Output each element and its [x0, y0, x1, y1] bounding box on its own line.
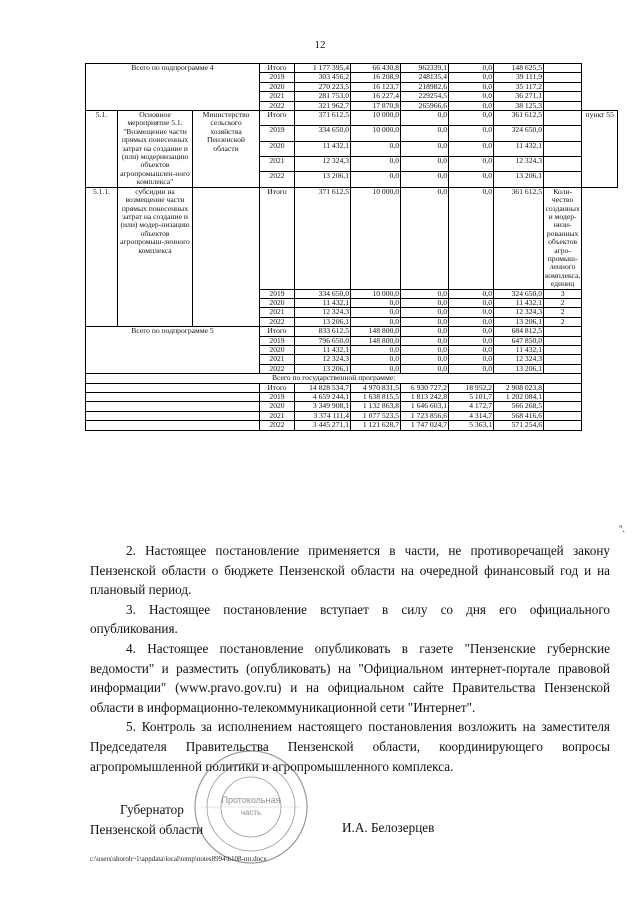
- period-cell: 2021: [260, 308, 295, 317]
- period-cell: Итого: [260, 111, 295, 126]
- value-cell: 1 723 856,6: [401, 411, 449, 420]
- value-cell: 0,0: [449, 298, 494, 307]
- value-cell: 1 177 395,4: [295, 64, 351, 73]
- budget-table: [85, 63, 618, 431]
- indicator-cell: [544, 336, 582, 345]
- subprogram-total-label: Всего по подпрограмме 4: [86, 64, 260, 111]
- indicator-cell: 2: [544, 317, 582, 326]
- table-row: [86, 187, 618, 289]
- period-cell: Итого: [260, 383, 295, 392]
- period-cell: Итого: [260, 327, 295, 336]
- subprogram-total-label: Всего по подпрограмме 5: [86, 327, 260, 374]
- value-cell: 833 612,5: [295, 327, 351, 336]
- value-cell: 10 000,0: [351, 111, 401, 126]
- value-cell: 0,0: [449, 346, 494, 355]
- empty-cell: [86, 402, 260, 411]
- value-cell: 0,0: [449, 336, 494, 345]
- table-row: [86, 421, 618, 430]
- indicator-cell: [544, 393, 582, 402]
- value-cell: 0,0: [351, 346, 401, 355]
- value-cell: 248135,4: [401, 73, 449, 82]
- body-text: [90, 541, 610, 776]
- value-cell: 4 172,7: [449, 402, 494, 411]
- table-row: [86, 374, 618, 383]
- value-cell: 0,0: [401, 317, 449, 326]
- value-cell: 148 800,0: [351, 327, 401, 336]
- indicator-cell: [544, 73, 582, 82]
- signature-block: [90, 800, 435, 839]
- value-cell: 17 870,8: [351, 101, 401, 110]
- signer-title-1: Губернатор: [120, 802, 184, 817]
- value-cell: 6 930 727,2: [401, 383, 449, 392]
- value-cell: 13 206,1: [494, 364, 544, 373]
- value-cell: 0,0: [401, 111, 449, 126]
- value-cell: 0,0: [401, 308, 449, 317]
- value-cell: 39 111,9: [494, 73, 544, 82]
- value-cell: 218982,6: [401, 82, 449, 91]
- indicator-cell: [544, 402, 582, 411]
- table-row: [86, 411, 618, 420]
- value-cell: 16 123,7: [351, 82, 401, 91]
- period-cell: 2022: [260, 172, 295, 187]
- value-cell: 0,0: [401, 126, 449, 141]
- indicator-cell: Коли-чество созданных и модер-низи-рованных объектов агро-промыш-ленного комплекса, единиц: [545, 187, 581, 289]
- period-cell: 2019: [260, 336, 295, 345]
- value-cell: 35 117,2: [494, 82, 544, 91]
- value-cell: 1 077 523,5: [351, 411, 401, 420]
- closing-quote: ".: [619, 524, 625, 534]
- value-cell: 3 445 271,1: [295, 421, 351, 430]
- value-cell: 684 812,5: [494, 327, 544, 336]
- value-cell: 0,0: [449, 157, 494, 172]
- value-cell: 371 612,5: [295, 187, 351, 289]
- value-cell: 0,0: [449, 317, 494, 326]
- value-cell: 0,0: [401, 327, 449, 336]
- value-cell: 334 650,0: [295, 126, 351, 141]
- value-cell: 321 962,7: [295, 101, 351, 110]
- empty-cell: [582, 421, 618, 430]
- value-cell: 12 324,3: [295, 308, 351, 317]
- table-row: [86, 64, 618, 73]
- indicator-cell: 3: [544, 289, 582, 298]
- stamp-text-2: часть: [240, 808, 262, 817]
- empty-cell: [582, 383, 618, 392]
- measure-name: Основное мероприятие 5.1. "Возмещение части прямых понесенных затрат на создание и (или) модернизацию объектов агропромышлен-ного комплекса": [118, 111, 193, 188]
- indicator-cell: [544, 383, 582, 392]
- empty-cell: [86, 411, 260, 420]
- value-cell: 324 650,0: [494, 289, 544, 298]
- value-cell: 13 206,1: [295, 172, 351, 187]
- indicator-cell: [544, 421, 582, 430]
- value-cell: 4 659 244,1: [295, 393, 351, 402]
- paragraph-5: 5. Контроль за исполнением настоящего постановления возложить на заместителя Председателя Правительства Пензенской области, координирующего вопросы агропромышленной политики и агропромышленного комплекса.: [90, 719, 610, 774]
- value-cell: 0,0: [449, 92, 494, 101]
- value-cell: 16 227,4: [351, 92, 401, 101]
- indicator-cell: [544, 327, 582, 336]
- period-cell: 2022: [260, 101, 295, 110]
- value-cell: 11 432,1: [295, 346, 351, 355]
- paragraph-3: 3. Настоящее постановление вступает в силу со дня его официального опубликования.: [90, 601, 610, 637]
- period-cell: 2022: [260, 317, 295, 326]
- value-cell: 1 132 863,8: [351, 402, 401, 411]
- period-cell: 2020: [260, 141, 295, 156]
- value-cell: 796 650,0: [295, 336, 351, 345]
- value-cell: 11 432,1: [494, 346, 544, 355]
- value-cell: 16 208,9: [351, 73, 401, 82]
- page-number: 12: [314, 39, 326, 51]
- paragraph-2: 2. Настоящее постановление применяется в части, не противоречащей закону Пензенской области о бюджете Пензенской области на очередной финансовый год и на плановый период.: [90, 543, 610, 598]
- value-cell: 18 952,2: [449, 383, 494, 392]
- indicator-cell: [544, 126, 582, 141]
- period-cell: 2020: [260, 346, 295, 355]
- value-cell: 0,0: [351, 172, 401, 187]
- value-cell: 0,0: [449, 101, 494, 110]
- period-cell: 2020: [260, 82, 295, 91]
- value-cell: 12 324,3: [494, 157, 544, 172]
- value-cell: 3 349 908,1: [295, 402, 351, 411]
- indicator-cell: [544, 111, 582, 126]
- value-cell: 11 432,1: [295, 141, 351, 156]
- responsible-executor: Министерство сельского хозяйства Пензенской области: [193, 111, 260, 188]
- value-cell: 38 125,3: [494, 101, 544, 110]
- value-cell: 0,0: [449, 289, 494, 298]
- value-cell: 0,0: [401, 172, 449, 187]
- empty-cell: [582, 364, 618, 373]
- gov-program-total-label: Всего по государственной программе:: [86, 374, 582, 383]
- indicator-cell: [544, 101, 582, 110]
- period-cell: 2021: [260, 157, 295, 172]
- empty-cell: [582, 101, 618, 110]
- empty-cell: [582, 289, 618, 298]
- indicator-cell: 2: [544, 298, 582, 307]
- value-cell: 0,0: [449, 73, 494, 82]
- value-cell: 0,0: [449, 308, 494, 317]
- empty-cell: [582, 92, 618, 101]
- value-cell: 0,0: [449, 82, 494, 91]
- value-cell: 4 314,7: [449, 411, 494, 420]
- value-cell: 0,0: [449, 187, 494, 289]
- value-cell: 0,0: [449, 327, 494, 336]
- period-cell: 2022: [260, 364, 295, 373]
- value-cell: 13 206,1: [494, 317, 544, 326]
- value-cell: 0,0: [449, 172, 494, 187]
- note-cell: пункт 55: [582, 111, 618, 188]
- value-cell: 5 363,1: [449, 421, 494, 430]
- indicator-cell: 2: [544, 308, 582, 317]
- value-cell: 281 753,0: [295, 92, 351, 101]
- value-cell: 0,0: [351, 364, 401, 373]
- value-cell: 13 206,1: [494, 172, 544, 187]
- empty-cell: [582, 411, 618, 420]
- value-cell: 1 813 242,8: [401, 393, 449, 402]
- value-cell: 361 612,5: [494, 111, 544, 126]
- value-cell: 0,0: [449, 141, 494, 156]
- indicator-cell: [544, 82, 582, 91]
- value-cell: 3 374 111,4: [295, 411, 351, 420]
- indicator-cell: [544, 172, 582, 187]
- stamp-text-1: Протокольная: [221, 795, 281, 805]
- value-cell: 1 646 603,1: [401, 402, 449, 411]
- value-cell: 361 612,5: [494, 187, 544, 289]
- value-cell: 0,0: [351, 308, 401, 317]
- value-cell: 11 432,1: [494, 298, 544, 307]
- period-cell: 2020: [260, 298, 295, 307]
- value-cell: 265966,6: [401, 101, 449, 110]
- value-cell: 0,0: [351, 141, 401, 156]
- value-cell: 0,0: [449, 355, 494, 364]
- value-cell: 571 254,6: [494, 421, 544, 430]
- period-cell: 2019: [260, 289, 295, 298]
- value-cell: 270 223,5: [295, 82, 351, 91]
- value-cell: 36 271,1: [494, 92, 544, 101]
- empty-cell: [582, 82, 618, 91]
- value-cell: 0,0: [401, 157, 449, 172]
- value-cell: 303 456,2: [295, 73, 351, 82]
- value-cell: 0,0: [351, 298, 401, 307]
- value-cell: 1 747 024,7: [401, 421, 449, 430]
- indicator-cell: [544, 64, 582, 73]
- value-cell: 0,0: [401, 346, 449, 355]
- value-cell: 12 324,3: [494, 355, 544, 364]
- value-cell: 0,0: [449, 364, 494, 373]
- empty-cell: [582, 393, 618, 402]
- value-cell: 148 800,0: [351, 336, 401, 345]
- indicator-cell: [544, 355, 582, 364]
- empty-cell: [582, 355, 618, 364]
- value-cell: 0,0: [449, 126, 494, 141]
- indicator-cell: [544, 364, 582, 373]
- value-cell: 0,0: [351, 317, 401, 326]
- table-row: [86, 383, 618, 392]
- period-cell: 2021: [260, 92, 295, 101]
- period-cell: 2019: [260, 393, 295, 402]
- value-cell: 568 416,6: [494, 411, 544, 420]
- empty-cell: [86, 383, 260, 392]
- value-cell: 4 970 831,5: [351, 383, 401, 392]
- value-cell: 334 650,0: [295, 289, 351, 298]
- row-number: 5.1.: [86, 111, 118, 188]
- value-cell: 13 206,1: [295, 364, 351, 373]
- indicator-cell: [544, 141, 582, 156]
- period-cell: 2019: [260, 73, 295, 82]
- indicator-cell: [544, 92, 582, 101]
- period-cell: 2022: [260, 421, 295, 430]
- empty-cell: [582, 327, 618, 336]
- value-cell: 13 206,1: [295, 317, 351, 326]
- empty-cell: [582, 308, 618, 317]
- value-cell: 324 650,0: [494, 126, 544, 141]
- period-cell: 2021: [260, 355, 295, 364]
- value-cell: 1 202 084,1: [494, 393, 544, 402]
- signer-name: И.А. Белозерцев: [342, 820, 435, 835]
- value-cell: 1 121 628,7: [351, 421, 401, 430]
- paragraph-4: 4. Настоящее постановление опубликовать в газете "Пензенские губернские ведомости" и разместить (опубликовать) на "Официальном интернет-портале правовой информации" (www.pravo.gov.ru) и на официальном сайте Правительства Пензенской области в информационно-телекоммуникационной сети "Интернет".: [90, 640, 610, 715]
- value-cell: 0,0: [351, 157, 401, 172]
- value-cell: 371 612,5: [295, 111, 351, 126]
- value-cell: 0,0: [401, 336, 449, 345]
- value-cell: 148 625,5: [494, 64, 544, 73]
- value-cell: 0,0: [401, 364, 449, 373]
- measure-name: субсидии на возмещение части прямых понесенных затрат на создание и (или) модер-низацию объектов агропромыш-ленного комплекса: [118, 187, 193, 327]
- value-cell: 11 432,1: [494, 141, 544, 156]
- table-row: [86, 327, 618, 336]
- empty-cell: [582, 187, 618, 289]
- value-cell: 12 324,3: [295, 157, 351, 172]
- empty-cell: [86, 393, 260, 402]
- value-cell: 11 432,1: [295, 298, 351, 307]
- value-cell: 0,0: [401, 141, 449, 156]
- value-cell: 0,0: [449, 111, 494, 126]
- value-cell: 12 324,3: [295, 355, 351, 364]
- value-cell: 0,0: [449, 64, 494, 73]
- table-row: [86, 393, 618, 402]
- period-cell: Итого: [260, 187, 295, 289]
- period-cell: 2020: [260, 402, 295, 411]
- empty-cell: [582, 336, 618, 345]
- value-cell: 0,0: [401, 355, 449, 364]
- value-cell: 0,0: [401, 187, 449, 289]
- empty-cell: [582, 374, 618, 383]
- file-path: c:\users\shoroh~1\appdata\local\temp\notes8994\b108-пп.docx: [90, 855, 267, 863]
- value-cell: 0,0: [401, 289, 449, 298]
- value-cell: 10 000,0: [351, 126, 401, 141]
- indicator-cell: [544, 346, 582, 355]
- table-row: [86, 111, 618, 126]
- period-cell: 2019: [260, 126, 295, 141]
- empty-cell: [582, 317, 618, 326]
- empty-cell: [582, 64, 618, 73]
- value-cell: 14 828 534,7: [295, 383, 351, 392]
- value-cell: 1 638 815,5: [351, 393, 401, 402]
- value-cell: 10 000,0: [351, 187, 401, 289]
- empty-cell: [582, 346, 618, 355]
- value-cell: 229254,5: [401, 92, 449, 101]
- value-cell: 0,0: [351, 355, 401, 364]
- empty-cell: [582, 402, 618, 411]
- table-row: [86, 402, 618, 411]
- responsible-executor: [193, 187, 260, 327]
- value-cell: 5 101,7: [449, 393, 494, 402]
- value-cell: 647 850,0: [494, 336, 544, 345]
- period-cell: Итого: [260, 64, 295, 73]
- value-cell: 12 324,3: [494, 308, 544, 317]
- value-cell: 2 908 023,8: [494, 383, 544, 392]
- empty-cell: [86, 421, 260, 430]
- value-cell: 66 430,8: [351, 64, 401, 73]
- empty-cell: [582, 73, 618, 82]
- value-cell: 10 000,0: [351, 289, 401, 298]
- value-cell: 0,0: [401, 298, 449, 307]
- value-cell: 962339,1: [401, 64, 449, 73]
- indicator-cell: [544, 411, 582, 420]
- signer-title-2: Пензенской области: [90, 821, 204, 837]
- row-number: 5.1.1.: [86, 187, 118, 327]
- value-cell: 566 268,5: [494, 402, 544, 411]
- period-cell: 2021: [260, 411, 295, 420]
- indicator-cell: [544, 157, 582, 172]
- empty-cell: [582, 298, 618, 307]
